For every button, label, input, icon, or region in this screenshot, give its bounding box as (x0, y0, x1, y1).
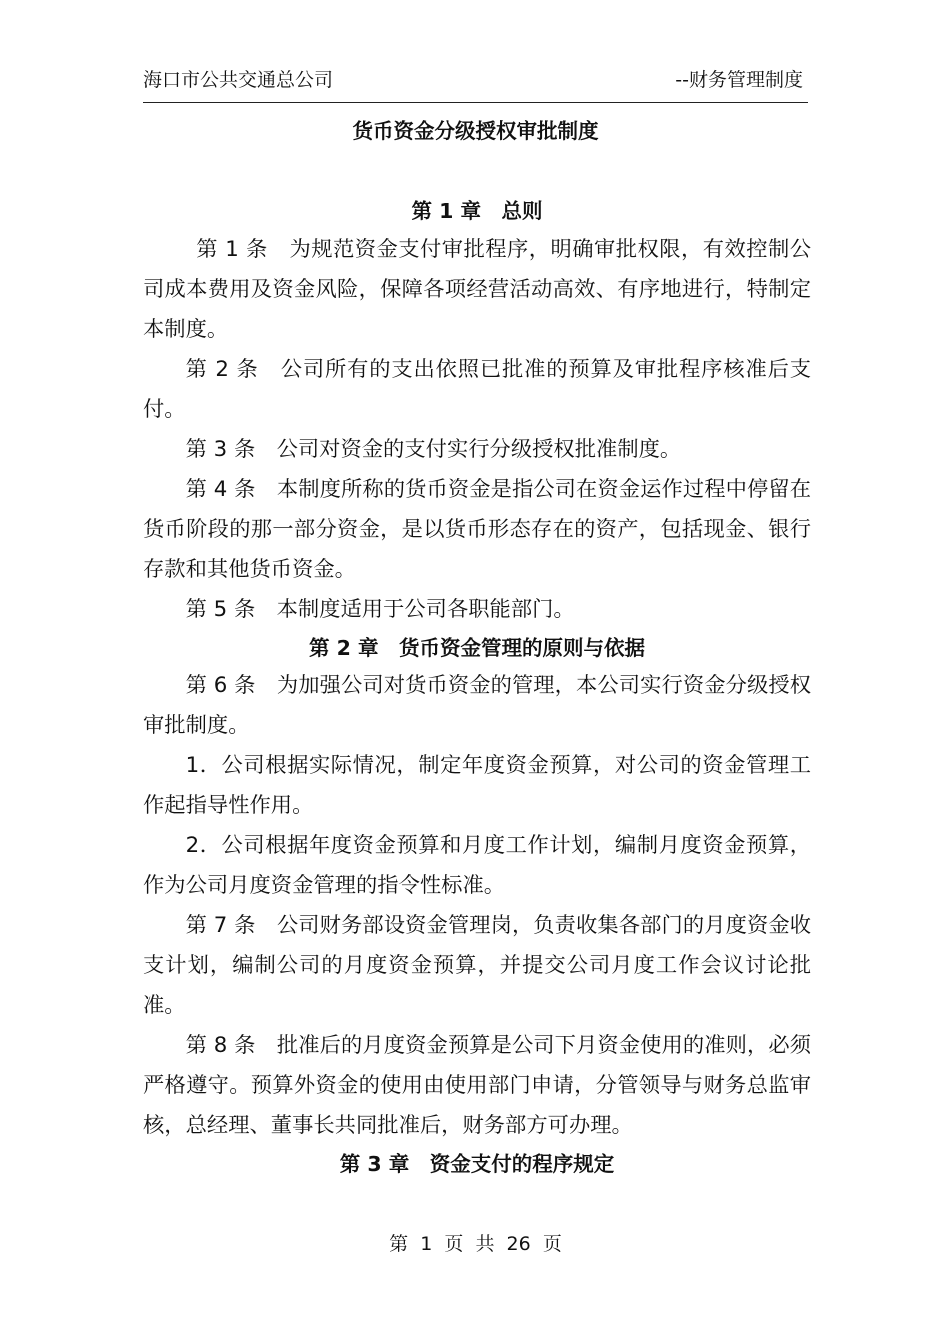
article-paragraph: 第 7 条 公司财务部设资金管理岗，负责收集各部门的月度资金收支计划，编制公司的月度资金预算，并提交公司月度工作会议讨论批准。 (143, 913, 811, 1018)
article-paragraph: 第 5 条 本制度适用于公司各职能部门。 (185, 597, 575, 622)
chapter-heading: 第 3 章 资金支付的程序规定 (339, 1152, 615, 1176)
article-paragraph: 第 3 条 公司对资金的支付实行分级授权批准制度。 (185, 437, 682, 462)
page-footer: 第 1 页 共 26 页 (389, 1233, 562, 1255)
article-paragraph: 第 1 条 为规范资金支付审批程序，明确审批权限，有效控制公司成本费用及资金风险，保障各项经营活动高效、有序地进行，特制定本制度。 (143, 237, 811, 342)
header-section: --财务管理制度 (675, 69, 803, 91)
header-company: 海口市公共交通总公司 (143, 69, 334, 91)
article-paragraph: 第 6 条 为加强公司对货币资金的管理，本公司实行资金分级授权审批制度。 (143, 673, 811, 738)
article-paragraph: 第 4 条 本制度所称的货币资金是指公司在资金运作过程中停留在货币阶段的那一部分资金，是以货币形态存在的资产，包括现金、银行存款和其他货币资金。 (143, 477, 811, 582)
document-body (143, 193, 811, 1182)
document-title: 货币资金分级授权审批制度 (352, 119, 599, 143)
list-item: 1．公司根据实际情况，制定年度资金预算，对公司的资金管理工作起指导性作用。 (143, 753, 811, 818)
chapter-heading: 第 1 章 总则 (411, 199, 543, 223)
article-paragraph: 第 2 条 公司所有的支出依照已批准的预算及审批程序核准后支付。 (143, 357, 811, 422)
chapter-heading: 第 2 章 货币资金管理的原则与依据 (308, 636, 646, 660)
page-header (143, 66, 808, 103)
article-paragraph: 第 8 条 批准后的月度资金预算是公司下月资金使用的准则，必须严格遵守。预算外资金的使用由使用部门申请，分管领导与财务总监审核，总经理、董事长共同批准后，财务部方可办理。 (143, 1033, 811, 1138)
list-item: 2．公司根据年度资金预算和月度工作计划，编制月度资金预算，作为公司月度资金管理的指令性标准。 (143, 833, 811, 898)
